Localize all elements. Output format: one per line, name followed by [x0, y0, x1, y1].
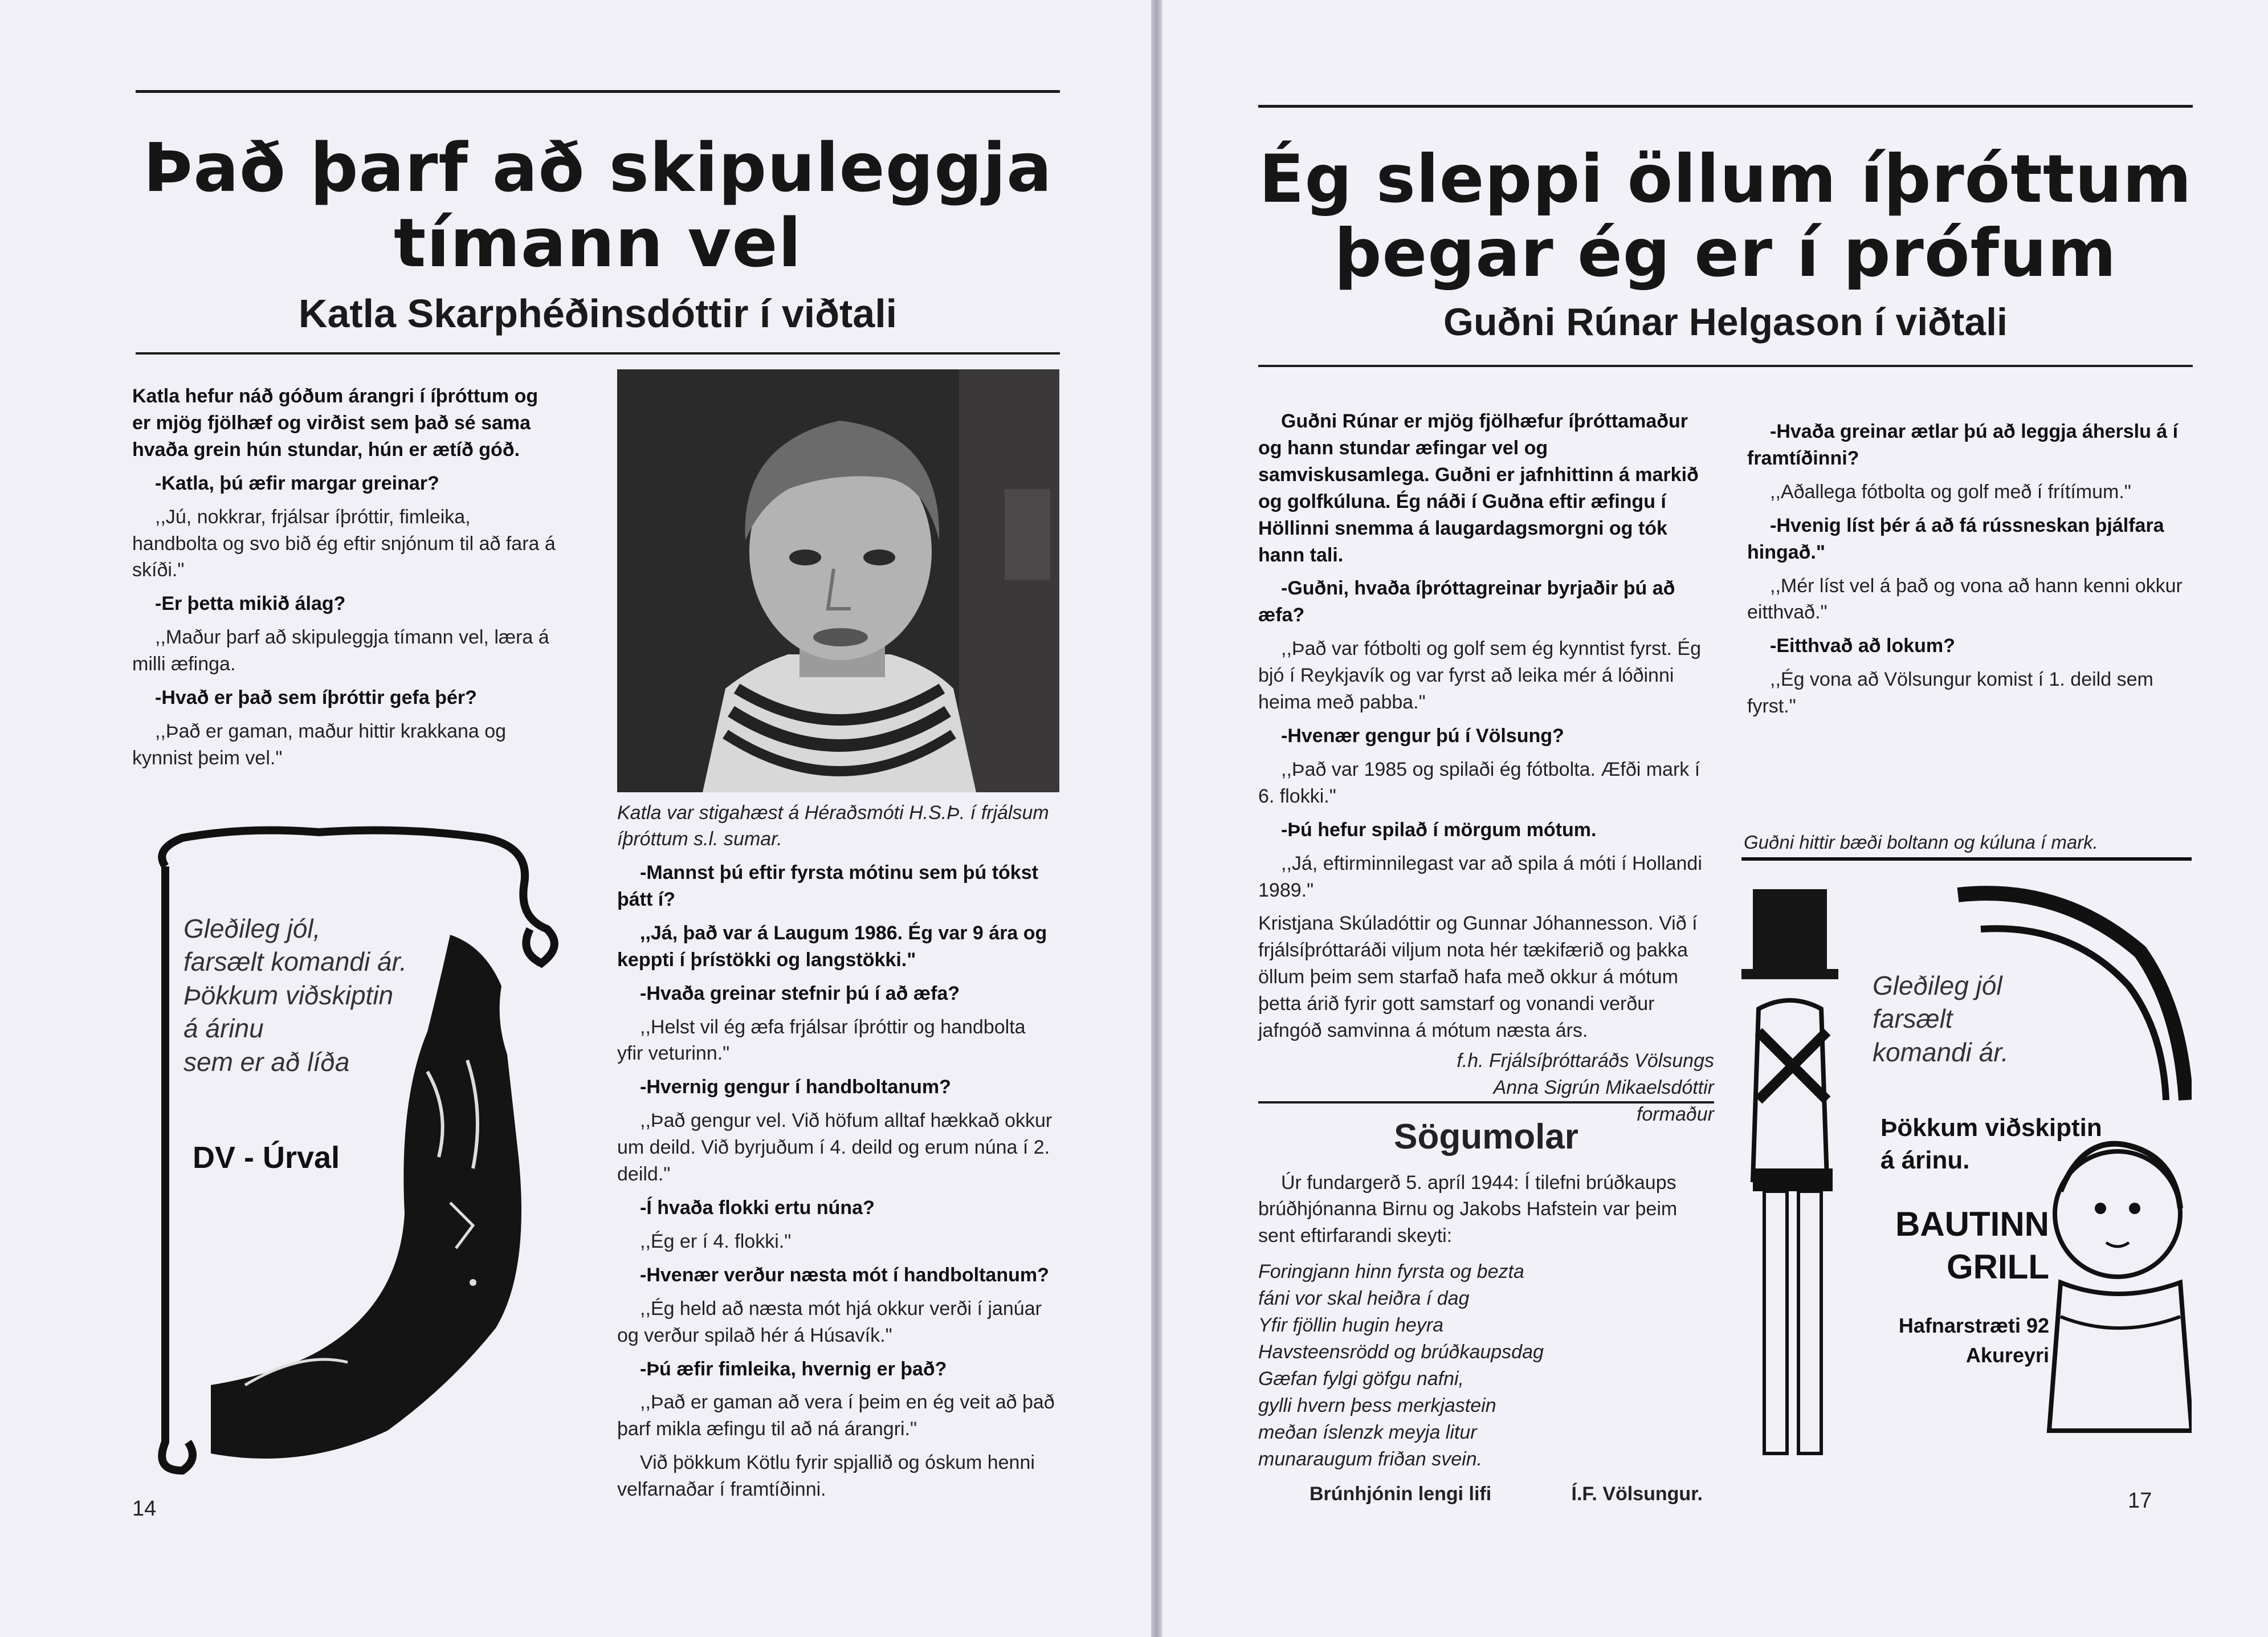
answer: ,,Það er gaman, maður hittir krakkana og kynnist þeim vel." [132, 720, 507, 769]
ad-brand-line: GRILL [1947, 1248, 2049, 1286]
answer: ,,Það gengur vel. Við höfum alltaf hækkað okkur um deild. Við byrjuðum í 4. deild og erum núna í 2. deild." [617, 1110, 1053, 1186]
interview-subheadline: Katla Skarphéðinsdóttir í viðtali [298, 291, 898, 336]
question: -Hvað er það sem íþróttir gefa þér? [155, 687, 477, 709]
page-headline [1258, 142, 2193, 291]
ad-greeting [183, 912, 503, 1078]
sogumolar-text: Úr fundargerð 5. apríl 1944: Í tilefni brúðkaups brúðhjónanna Birnu og Jakobs Hafstein var þeim sent eftirfarandi skeyti: [1258, 1171, 1678, 1247]
sogumolar-closing [1258, 1481, 1714, 1508]
question: -Er þetta mikið álag? [155, 593, 346, 615]
sub-rule [1258, 365, 2193, 367]
question: -Þú æfir fimleika, hvernig er það? [640, 1358, 947, 1380]
christmas-ad-bautinn [1741, 857, 2192, 1488]
answer: ,,Aðallega fótbolta og golf með í frítímum." [1770, 480, 2131, 503]
sogumolar-closing-text: Brúnhjónin lengi lifi [1310, 1483, 1492, 1505]
question: -Hvenig líst þér á að fá rússneskan þjálfara hingað." [1747, 514, 2164, 563]
page-number-left: 14 [132, 1497, 157, 1521]
intro-paragraph: Katla hefur náð góðum árangri í íþróttum og er mjög fjölhæf og virðist sem það sé sama hvaða grein hún stundar, hún er ætíð góð. [132, 385, 539, 461]
ad-greeting-line: farsælt [1873, 1004, 1953, 1034]
signature-line: f.h. Frjálsíþróttaráðs Völsungs [1457, 1049, 1714, 1072]
photo-caption: Katla var stigahæst á Héraðsmóti H.S.Þ. í frjálsum íþróttum s.l. sumar. [617, 802, 1049, 850]
question: -Mannst þú eftir fyrsta mótinu sem þú tókst þátt í? [617, 862, 1038, 910]
question: -Hvaða greinar ætlar þú að leggja áherslu á í framtíðinni? [1747, 421, 2179, 469]
page-headline [136, 128, 1060, 283]
ad-brand-bautinn-grill [1838, 1203, 2049, 1288]
interview-subheadline: Guðni Rúnar Helgason í viðtali [1443, 300, 2008, 344]
poem-line: Foringjann hinn fyrsta og bezta [1258, 1261, 1524, 1283]
page-number-right: 17 [2128, 1489, 2152, 1513]
poem-line: Havsteensrödd og brúðkaupsdag [1258, 1341, 1544, 1363]
portrait-photo [617, 369, 1059, 792]
headline-line-2: tímann vel [394, 203, 802, 283]
answer: ,,Jú, nokkrar, frjálsar íþróttir, fimleika, handbolta og svo bið ég eftir snjónum til að fara á skíði." [132, 506, 556, 581]
ad-brand-line: BAUTINN [1895, 1205, 2049, 1243]
sogumolar-title: Sögumolar [1394, 1117, 1578, 1157]
headline-line-1: Ég sleppi öllum íþróttum [1259, 141, 2192, 218]
portrait-illustration [617, 369, 1059, 792]
answer: ,,Það er gaman að vera í þeim en ég veit að það þarf mikla æfingu til að ná árangri." [617, 1391, 1055, 1440]
ad-greeting-line: Þökkum viðskiptin [183, 980, 394, 1010]
answer: ,,Maður þarf að skipuleggja tímann vel, læra á milli æfinga. [132, 626, 549, 675]
letter-paragraph: Kristjana Skúladóttir og Gunnar Jóhannesson. Við í frjálsíþróttaráði viljum nota hér tækifærið og þakka öllum þeim sem starfað hafa með okkur á mótum þetta árið fyrir gott samstarf og vonandi verður jafngóð samvinna á mótum næsta árs. [1258, 913, 1698, 1042]
ad-thanks-line: Þökkum viðskiptin [1881, 1114, 2102, 1142]
answer: ,,Ég vona að Völsungur komist í 1. deild sem fyrst." [1747, 669, 2153, 718]
interview-column-2 [1747, 418, 2192, 727]
top-rule [136, 90, 1060, 93]
section-rule [1258, 1101, 1714, 1103]
sub-rule [136, 352, 1060, 355]
poem-line: meðan íslenzk meyja litur [1258, 1421, 1477, 1443]
poem-line: munaraugum friðan svein. [1258, 1448, 1483, 1470]
signature-line: Anna Sigrún Mikaelsdóttir [1493, 1076, 1714, 1098]
ad-address-line: Akureyri [1965, 1343, 2049, 1367]
question: -Hvenær gengur þú í Völsung? [1281, 724, 1564, 747]
answer: ,,Ég held að næsta mót hjá okkur verði í janúar og verður spilað hér á Húsavík." [617, 1297, 1042, 1346]
intro-paragraph: Guðni Rúnar er mjög fjölhæfur íþróttamaður og hann stundar æfingar vel og samviskusamlega. Guðni er jafnhittinn á markið og golfkúluna. Ég náði í Guðna eftir æfingu í Höllinni snemma á laugardagsmorgni og tók hann tali. [1258, 410, 1699, 566]
closing-paragraph: Við þökkum Kötlu fyrir spjallið og óskum henni velfarnaðar í framtíðinni. [617, 1452, 1035, 1501]
ad-greeting-line: Gleðileg jól, [183, 914, 321, 943]
sogumolar-poem [1258, 1259, 1714, 1472]
answer: ,,Já, það var á Laugum 1986. Ég var 9 ára og keppti í þrístökki og langstökki." [617, 922, 1047, 971]
spine-gutter [1151, 0, 1162, 1637]
question: -Eitthvað að lokum? [1770, 635, 1955, 657]
question: -Katla, þú æfir margar greinar? [155, 472, 439, 494]
ad-greeting-line: á árinu [183, 1013, 264, 1044]
answer: ,,Ég er í 4. flokki." [640, 1230, 792, 1252]
question: -Hvaða greinar stefnir þú í að æfa? [640, 982, 960, 1004]
signature-line: formaður [1636, 1103, 1714, 1125]
question: -Þú hefur spilað í mörgum mótum. [1281, 819, 1597, 841]
headline-line-2: þegar ég er í prófum [1334, 214, 2117, 292]
photo-caption: Guðni hittir bæði boltann og kúluna í mark. [1744, 832, 2098, 853]
sogumolar-club: Í.F. Völsungur. [1571, 1483, 1703, 1505]
ad-brand-dv-urval: DV - Úrval [193, 1141, 340, 1175]
ad-thanks-line: á árinu. [1881, 1146, 1970, 1175]
interview-column-2 [617, 860, 1056, 1510]
ad-address-line: Hafnarstræti 92 [1898, 1314, 2049, 1337]
answer: ,,Mér líst vel á það og vona að hann kenni okkur eitthvað." [1747, 575, 2183, 624]
answer: ,,Helst vil ég æfa frjálsar íþróttir og handbolta yfir veturinn." [617, 1016, 1026, 1065]
question: -Guðni, hvaða íþróttagreinar byrjaðir þú að æfa? [1258, 577, 1675, 626]
interview-column-1 [1258, 408, 1714, 1128]
poem-line: Gæfan fylgi göfgu nafni, [1258, 1367, 1465, 1390]
question: -Hvenær verður næsta mót í handboltanum? [640, 1264, 1049, 1286]
ad-thanks [1881, 1111, 2102, 1176]
ad-greeting-line: komandi ár. [1873, 1037, 2009, 1067]
right-page [1162, 0, 2268, 1637]
ad-greeting-line: Gleðileg jól [1873, 971, 2002, 1000]
answer: ,,Það var 1985 og spilaði ég fótbolta. Æfði mark í 6. flokki." [1258, 758, 1700, 807]
interview-column-1 [132, 383, 560, 779]
ad-greeting-line: farsælt komandi ár. [183, 947, 407, 977]
poem-line: gylli hvern þess merkjastein [1258, 1394, 1496, 1416]
ad-greeting [1873, 969, 2066, 1069]
ad-greeting-line: sem er að líða [183, 1046, 350, 1077]
christmas-ad-dv [131, 815, 576, 1488]
poem-line: fáni vor skal heiðra í dag [1258, 1288, 1470, 1310]
headline-line-1: Það þarf að skipuleggja [143, 128, 1053, 207]
ad-address [1838, 1311, 2049, 1370]
sogumolar-section [1258, 1113, 1714, 1507]
answer: ,,Það var fótbolti og golf sem ég kynntist fyrst. Ég bjó í Reykjavík og var fyrst að leika mér á lóðinni heima með pabba." [1258, 638, 1702, 714]
poem-line: Yfir fjöllin hugin heyra [1258, 1314, 1444, 1337]
answer: ,,Já, eftirminnilegast var að spila á móti í Hollandi 1989." [1258, 852, 1702, 901]
top-rule [1258, 105, 2193, 108]
question: -Hvernig gengur í handboltanum? [640, 1076, 951, 1098]
question: -Í hvaða flokki ertu núna? [640, 1196, 875, 1219]
